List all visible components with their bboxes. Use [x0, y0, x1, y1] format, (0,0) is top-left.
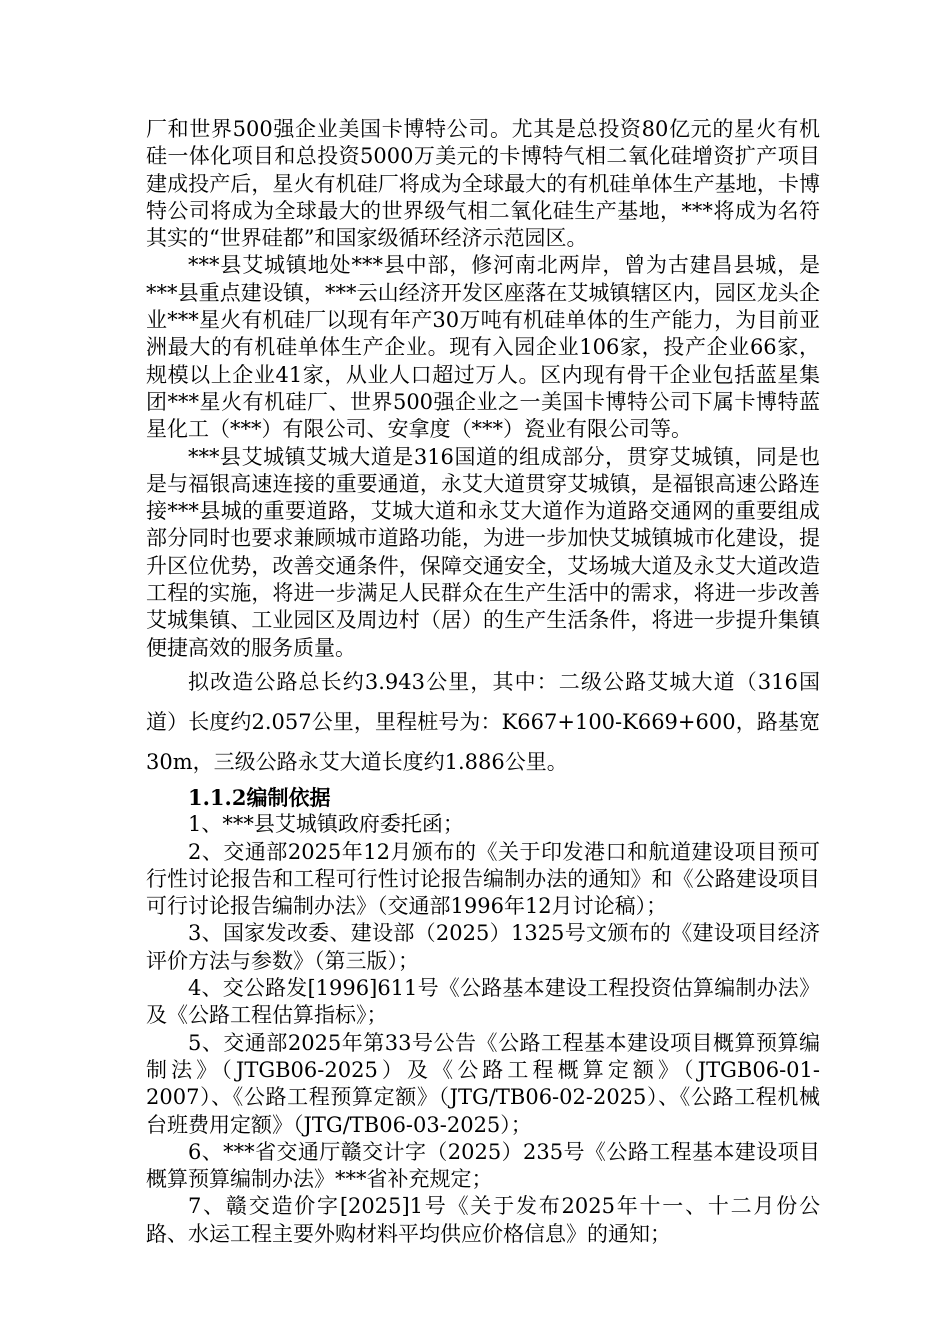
section-heading: 1.1.2编制依据 — [188, 784, 331, 810]
paragraph-continuation: 厂和世界500强企业美国卡博特公司。尤其是总投资80亿元的星火有机硅一体化项目和总投资5000万美元的卡博特气相二氧化硅增资扩产项目建成投产后，星火有机硅厂将成为全球最大的有机硅单体生产基地，卡博特公司将成为全球最大的世界级气相二氧化硅生产基地，***将成为名符其实的“世界硅都”和国家级循环经济示范园区。 — [146, 117, 820, 251]
basis-item: 4、交公路发[1996]611号《公路基本建设工程投资估算编制办法》及《公路工程估算指标》； — [146, 976, 820, 1028]
paragraph-road-length: 拟改造公路总长约3.943公里，其中：二级公路艾城大道（316国道）长度约2.057公里，里程桩号为：K667+100-K669+600，路基宽30m，三级公路永艾大道长度约1.886公里。 — [146, 669, 820, 774]
basis-item: 5、交通部2025年第33号公告《公路工程基本建设项目概算预算编制法》（JTGB06-2025）及《公路工程概算定额》（JTGB06-01-2007）、《公路工程预算定额》（JTG/TB06-02-2025）、《公路工程机械台班费用定额》（JTG/TB06-03-2025）； — [146, 1030, 820, 1137]
basis-item: 1、***县艾城镇政府委托函； — [188, 812, 464, 837]
paragraph-aicheng-town: ***县艾城镇地处***县中部，修河南北两岸，曾为古建昌县城，是***县重点建设镇，***云山经济开发区座落在艾城镇辖区内，园区龙头企业***星火有机硅厂以现有年产30万吨有机硅单体的生产能力，为目前亚洲最大的有机硅单体生产企业。现有入园企业106家，投产企业66家，规模以上企业41家，从业人口超过万人。区内现有骨干企业包括蓝星集团***星火有机硅厂、世界500强企业之一美国卡博特公司下属卡博特蓝星化工（***）有限公司、安拿度（***）瓷业有限公司等。 — [146, 253, 820, 442]
basis-item: 3、国家发改委、建设部（2025）1325号文颁布的《建设项目经济评价方法与参数》（第三版）； — [146, 921, 820, 973]
paragraph-aicheng-avenue: ***县艾城镇艾城大道是316国道的组成部分，贯穿艾城镇，同是也是与福银高速连接的重要通道，永艾大道贯穿艾城镇，是福银高速公路连接***县城的重要道路，艾城大道和永艾大道作为道路交通网的重要组成部分同时也要求兼顾城市道路功能，为进一步加快艾城镇城市化建设，提升区位优势，改善交通条件，保障交通安全，艾场城大道及永艾大道改造工程的实施，将进一步满足人民群众在生产生活中的需求，将进一步改善艾城集镇、工业园区及周边村（居）的生产生活条件，将进一步提升集镇便捷高效的服务质量。 — [146, 444, 820, 660]
basis-item: 7、赣交造价字[2025]1号《关于发布2025年十一、十二月份公路、水运工程主要外购材料平均供应价格信息》的通知； — [146, 1194, 820, 1246]
basis-item: 6、***省交通厅赣交计字（2025）235号《公路工程基本建设项目概算预算编制办法》***省补充规定； — [146, 1139, 820, 1192]
basis-item: 2、交通部2025年12月颁布的《关于印发港口和航道建设项目预可行性讨论报告和工程可行性讨论报告编制办法的通知》和《公路建设项目可行讨论报告编制办法》（交通部1996年12月讨论稿）； — [146, 839, 820, 919]
document-body — [146, 116, 820, 1248]
